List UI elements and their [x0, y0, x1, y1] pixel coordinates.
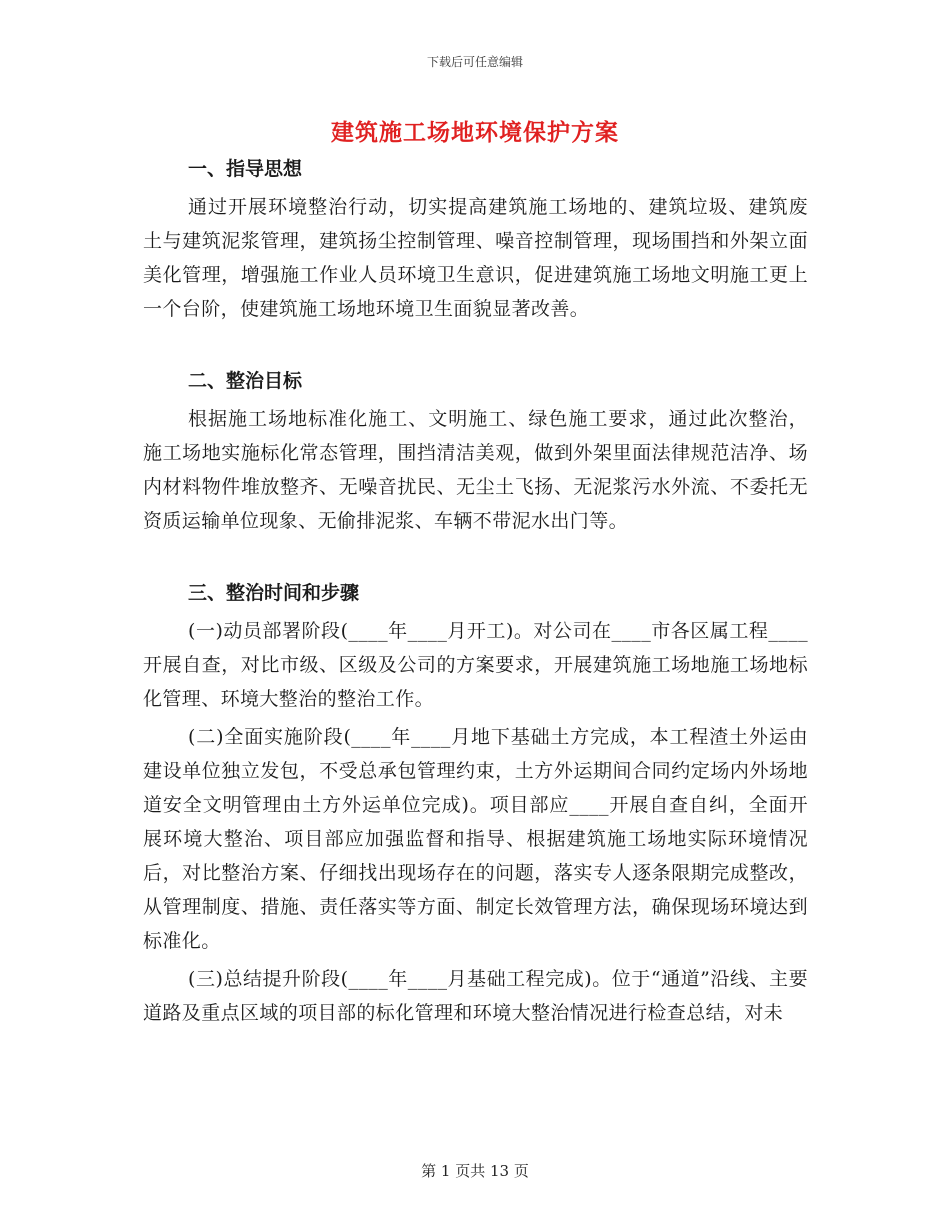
document-title: 建筑施工场地环境保护方案: [331, 119, 619, 146]
section-heading-guiding-ideology: 一、指导思想: [188, 158, 303, 180]
section-heading-schedule: 三、整治时间和步骤: [188, 582, 360, 604]
section-paragraph-phase-1: (一)动员部署阶段(____年____月开工)。对公司在____市各区属工程____开展自查，对比市级、区级及公司的方案要求，开展建筑施工场地施工场地标化管理、环境大整治的整治工作。: [143, 620, 808, 710]
section-paragraph-phase-3: (三)总结提升阶段(____年____月基础工程完成)。位于“通道”沿线、主要道路及重点区域的项目部的标化管理和环境大整治情况进行检查总结，对未: [143, 968, 808, 1024]
section-paragraph: 通过开展环境整治行动，切实提高建筑施工场地的、建筑垃圾、建筑废土与建筑泥浆管理，建筑扬尘控制管理、噪音控制管理，现场围挡和外架立面美化管理，增强施工作业人员环境卫生意识，促进建筑施工场地文明施工更上一个台阶，使建筑施工场地环境卫生面貌显著改善。: [143, 196, 808, 320]
section-heading-goals: 二、整治目标: [188, 370, 303, 392]
page-number: 第 1 页共 13 页: [421, 1162, 529, 1180]
page-header-note: 下载后可任意编辑: [426, 55, 523, 69]
document-body: [143, 152, 808, 1068]
section-paragraph-phase-2: (二)全面实施阶段(____年____月地下基础土方完成，本工程渣土外运由建设单位独立发包，不受总承包管理约束，土方外运期间合同约定场内外场地道安全文明管理由土方外运单位完成)。项目部应____开展自查自纠，全面开展环境大整治、项目部应加强监督和指导、根据建筑施工场地实际环境情况后，对比整治方案、仔细找出现场存在的问题，落实专人逐条限期完成整改，从管理制度、措施、责任落实等方面、制定长效管理方法，确保现场环境达到标准化。: [143, 726, 808, 952]
section-paragraph: 根据施工场地标准化施工、文明施工、绿色施工要求，通过此次整治，施工场地实施标化常态管理，围挡清洁美观，做到外架里面法律规范洁净、场内材料物件堆放整齐、无噪音扰民、无尘土飞扬、无泥浆污水外流、不委托无资质运输单位现象、无偷排泥浆、车辆不带泥水出门等。: [143, 408, 808, 532]
